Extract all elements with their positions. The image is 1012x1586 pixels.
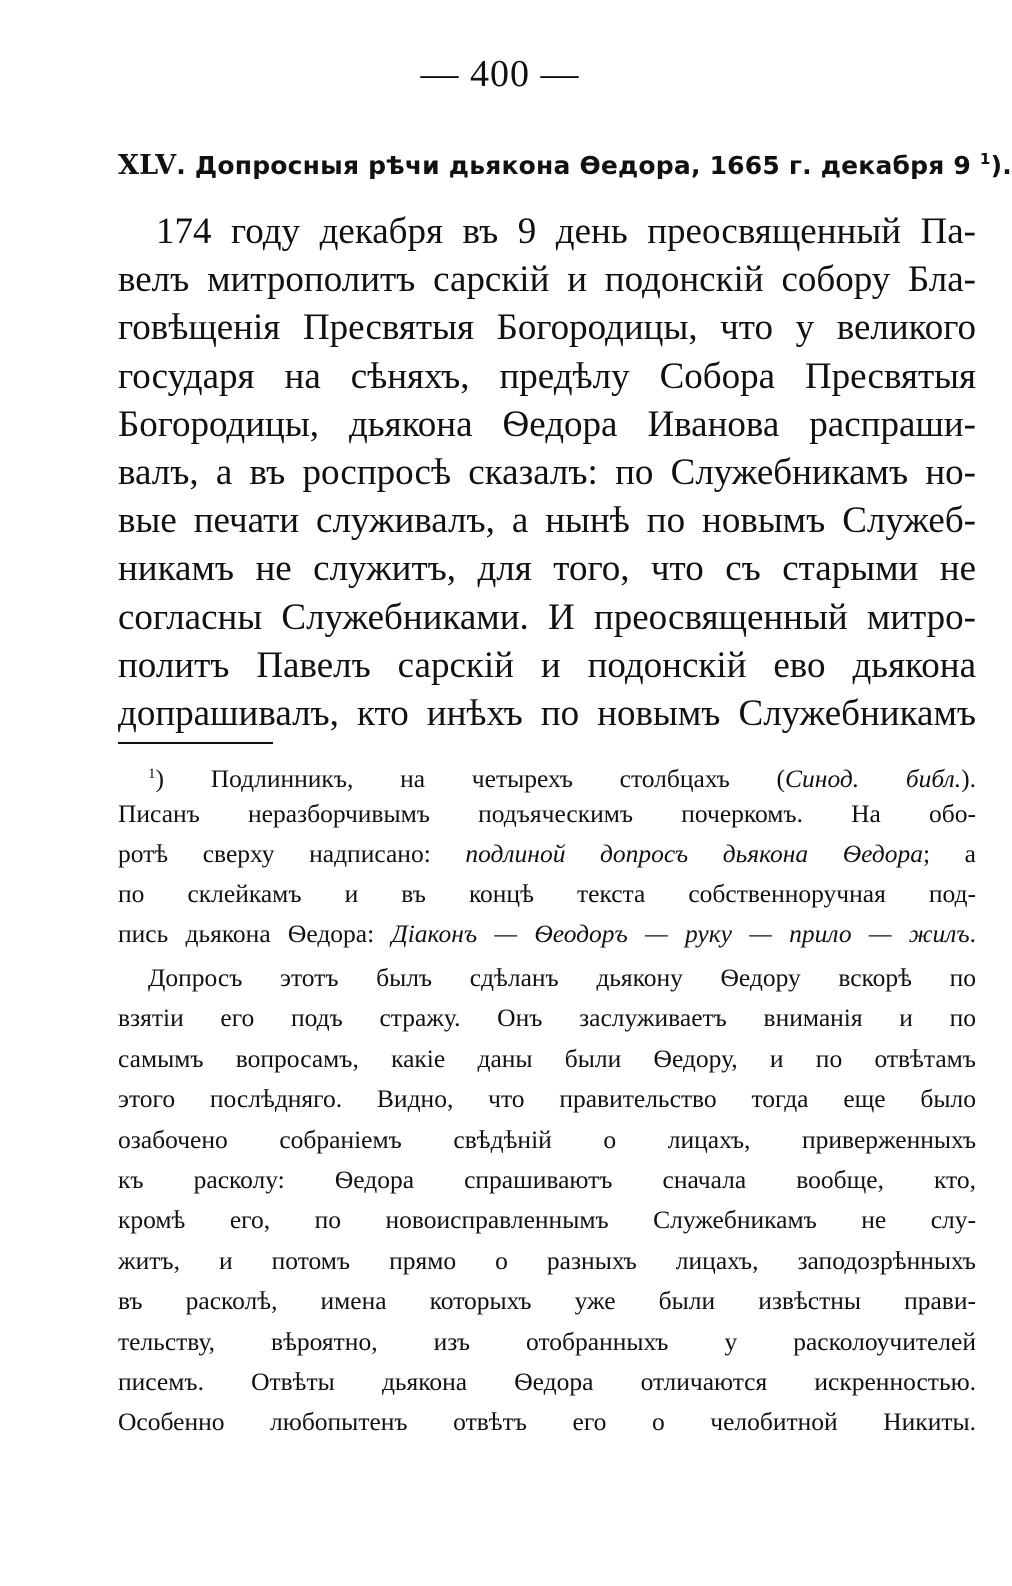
commentary-line: взятіи его подъ стражу. Онъ заслуживаетъ вниманія и по [118,1003,976,1033]
text-line: Богородицы, дьякона Ѳедора Иванова распраши- [118,403,976,445]
footnote-mark: 1 [148,766,156,782]
section-heading [118,150,1012,181]
footnote-text: ) Подлинникъ, на четырехъ столбцахъ ( [155,764,786,793]
text-line: государя на сѣняхъ, предѣлу Собора Пресвятыя [118,355,976,397]
section-title: . Допросныя рѣчи дьякона Ѳедора, 1665 г. декабря 9 [176,151,972,180]
commentary-line: въ расколѣ, имена которыхъ уже были извѣстны прави- [118,1286,976,1316]
commentary-line: кромѣ его, по новоисправленнымъ Служебникамъ не слу- [118,1205,976,1235]
text-line: валъ, а въ роспросѣ сказалъ: по Служебникамъ но- [118,451,976,493]
footnote-italic: Діаконъ — Ѳеодоръ — руку — прило — жилъ [391,919,970,948]
commentary-line: тельству, вѣроятно, изъ отобранныхъ у расколоучителей [118,1326,976,1356]
text-line: говѣщенія Пресвятыя Богородицы, что у великого [118,307,976,349]
commentary-line: самымъ вопросамъ, какіе даны были Ѳедору, и по отвѣтамъ [118,1043,976,1073]
commentary-line: къ расколу: Ѳедора спрашиваютъ сначала вообще, кто, [118,1164,976,1194]
footnote-text: . [969,919,977,948]
footnote [118,754,976,954]
section-title-tail: ). [990,151,1012,180]
footnote-line [118,834,976,874]
commentary-line: озабочено собраніемъ свѣдѣній о лицахъ, приверженныхъ [118,1124,976,1154]
commentary [118,958,976,1443]
page-number: — 400 — [420,53,580,95]
footnote-italic: подлиной допросъ дьякона Ѳедора [465,839,924,868]
text-line: 174 году декабря въ 9 день преосвященный Па- [156,211,976,252]
footnote-line: по склейкамъ и въ концѣ текста собственноручная под- [118,879,976,908]
text-line: вые печати служивалъ, а нынѣ по новымъ Служеб- [118,500,976,542]
commentary-line: писемъ. Отвѣты дьякона Ѳедора отличаются искренностью. [118,1366,976,1396]
text-line: никамъ не служитъ, для того, что съ старыми не [118,548,976,590]
commentary-line: этого послѣдняго. Видно, что правительство тогда еще было [118,1084,976,1114]
footnote-reference: 1 [979,150,991,168]
footnote-text: ; а [923,839,976,868]
commentary-line: Допросъ этотъ былъ сдѣланъ дьякону Ѳедору вскорѣ по [148,963,976,992]
main-text [118,208,976,738]
footnote-text: пись дьякона Ѳедора: [118,919,392,948]
footnote-line [118,754,976,794]
footnote-text: ротѣ сверху надписано: [118,839,466,868]
footnote-line: Писанъ неразборчивымъ подъяческимъ почеркомъ. На обо- [118,799,976,828]
text-line: политъ Павелъ сарскій и подонскій ево дьякона [118,644,976,686]
commentary-line: Особенно любопытенъ отвѣтъ его о челобитной Никиты. [118,1407,976,1437]
footnote-divider [118,742,273,744]
text-line: допрашивалъ, кто инѣхъ по новымъ Служебникамъ [118,692,976,734]
commentary-line: житъ, и потомъ прямо о разныхъ лицахъ, заподозрѣнныхъ [118,1245,976,1275]
section-numeral: XLV [118,150,177,181]
text-line: согласны Служебниками. И преосвященный митро- [118,596,976,638]
footnote-text: ). [961,764,976,793]
text-line: велъ митрополитъ сарскій и подонскій собору Бла- [118,259,976,301]
footnote-italic: Синод. библ. [785,764,962,793]
footnote-line [118,914,976,954]
